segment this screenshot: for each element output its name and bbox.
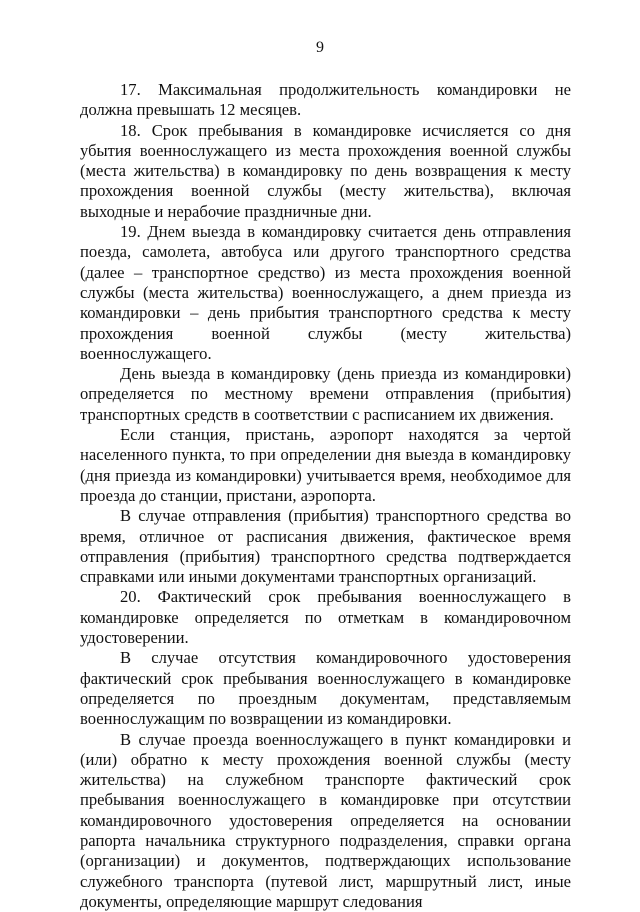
paragraph-20: 20. Фактический срок пребывания военнослужащего в командировке определяется по отметкам в командировочном удостоверении. [80,587,571,648]
paragraph-station-outside: Если станция, пристань, аэропорт находятся за чертой населенного пункта, то при определении дня выезда в командировку (дня приезда из командировки) учитывается время, необходимое для проезда до станции, пристани, аэропорта. [80,425,571,506]
body-text [80,80,571,912]
paragraph-no-certificate: В случае отсутствия командировочного удостоверения фактический срок пребывания военнослужащего в командировке определяется по проездным документам, представляемым военнослужащим по возвращении из командировки. [80,648,571,729]
page-number: 9 [0,38,640,58]
paragraph-17: 17. Максимальная продолжительность командировки не должна превышать 12 месяцев. [80,80,571,121]
paragraph-departure-day: День выезда в командировку (день приезда из командировки) определяется по местному времени отправления (прибытия) транспортных средств в соответствии с расписанием их движения. [80,364,571,425]
paragraph-19: 19. Днем выезда в командировку считается день отправления поезда, самолета, автобуса или другого транспортного средства (далее – транспортное средство) из места прохождения военной службы (места жительства) военнослужащего, а днем приезда из командировки – день прибытия транспортного средства к месту прохождения военной службы (месту жительства) военнослужащего. [80,222,571,364]
paragraph-official-transport: В случае проезда военнослужащего в пункт командировки и (или) обратно к месту прохождения военной службы (месту жительства) на служебном транспорте фактический срок пребывания военнослужащего в командировке при отсутствии командировочного удостоверения определяется на основании рапорта начальника структурного подразделения, справки органа (организации) и документов, подтверждающих использование служебного транспорта (путевой лист, маршрутный лист, иные документы, определяющие маршрут следования [80,730,571,912]
paragraph-18: 18. Срок пребывания в командировке исчисляется со дня убытия военнослужащего из места прохождения военной службы (места жительства) в командировку по день возвращения к месту прохождения военной службы (месту жительства), включая выходные и нерабочие праздничные дни. [80,121,571,222]
paragraph-off-schedule: В случае отправления (прибытия) транспортного средства во время, отличное от расписания движения, фактическое время отправления (прибытия) транспортного средства подтверждается справками или иными документами транспортных организаций. [80,506,571,587]
